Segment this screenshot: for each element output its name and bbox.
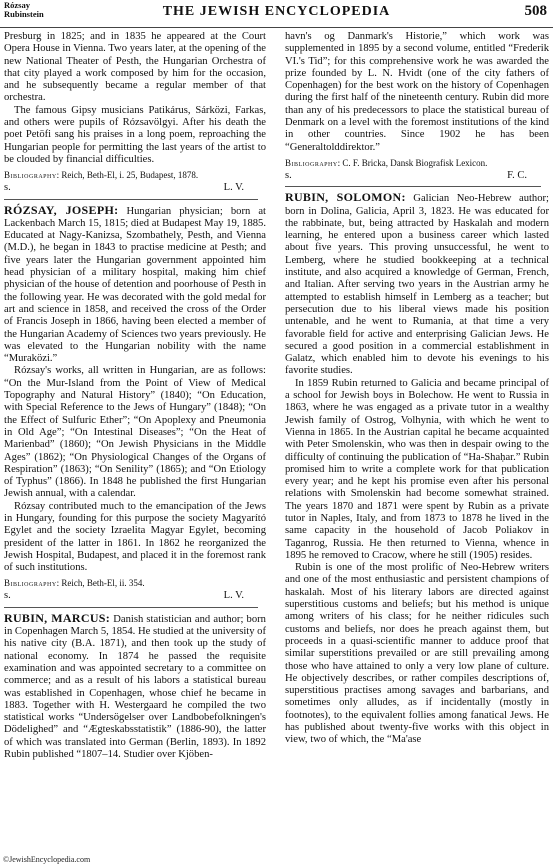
rubin-marcus-text: Danish statistician and author; born in Copenhagen March 5, 1854. He studied at the university of his native city (B.A. 1871), and then took up the study of national economy. In 1874 he passed the requisite examination and was appointed secretary to a committee on commerce; and as a result of his labors a statistical bureau was established in Copenhagen, whose chief he became in 1883. Together with H. Westergaard he compiled the two statistical works “Undersögelser over Landbobefolkningen's Dödelighed” and “Ægteskabsstatistik” (1886-90), the latter of which was translated into German (Berlin, 1893). In 1892 Rubin published “1807–14. Studier over Kjöben- [4, 613, 266, 761]
rozsavolgyi-continuation-1: Presburg in 1825; and in 1835 he appeared at the Court Opera House in Vienna. Two years later, at the opening of the new National Theater of Pesth, the Hungarian Orchestra of that city played a work composed by him for the occasion, and he subsequently became a regular member of that orchestra. [4, 31, 266, 104]
rubin-marcus-headword: RUBIN, MARCUS: [4, 610, 111, 625]
signature-author: F. C. [507, 169, 527, 181]
page-header [0, 0, 553, 28]
bibliography-label: Bibliography [4, 578, 57, 589]
rozsay-entry-paragraph-2: Rózsay's works, all written in Hungarian, are as follows: “On the Mur-Island from the Point of View of Medical Topography and Natural History” (1840); “On Education, with Special Reference to the Jews of Hungary” (1848); “On the Effect of Sulfuric Ether”; “On Apoplexy and Pneumonia in Old Age”; “On Intestinal Diseases”; “On the Heat of Marienbad” (1860); “On Jewish Physicians in the Middle Ages” (1862); “On Physiological Changes of the Organs of Respiration” (1863); “On Senility” (1865); and “On Etiology of Typhus” (1866). In 1848 he published the first Hungarian Jewish annual, with a calendar. [4, 365, 266, 500]
right-column [285, 31, 549, 747]
signature-initial: s. [4, 182, 11, 194]
rubin-marcus-bibliography [285, 158, 549, 169]
rubin-marcus-continuation: havn's og Danmark's Historie,” which work was supplemented in 1895 by a second volume, entitled “Frederik VI.'s Tid”; for this comprehensive work he was awarded the prize founded by L. N. Hvidt (one of the city fathers of Copenhagen) for the best work on the history of Copenhagen during the first half of the nineteenth century. Rubin did more than any of his predecessors to place the statistical bureau of Denmark on a level with the foremost institutions of the kind in other countries. Since 1902 he has been “Generaltolddirektor.” [285, 31, 549, 153]
bibliography-label: Bibliography [4, 170, 57, 181]
rozsavolgyi-continuation-2: The famous Gipsy musicians Patikárus, Sárközi, Farkas, and others were pupils of Rózsavölgyi. After his death the poet Petöfi sang his praises in a long poem, reproaching the Hungarian people for permitting the last years of the artist to be clouded by financial difficulties. [4, 104, 266, 165]
rozsay-signature [4, 590, 258, 607]
signature-initial: s. [285, 169, 292, 181]
rubin-solomon-entry-paragraph-3: Rubin is one of the most prolific of Neo-Hebrew writers and one of the most enthusiastic and persistent champions of haskalah. Most of his literary labors are directed against superstitious customs and beliefs; but his method is unique among writers of his class; for he neither ridicules such customs and beliefs, nor does he preach against them, but proceeds in a quasi-scientific manner to adduce proof that similar superstitions prevailed or are still prevailing among those who have attained to only a very low plane of culture. He objectively describes, or rather compiles descriptions of, superstitious practises among savages and barbarians, and sometimes only alludes, as if incidentally (mostly in footnotes), to the equivalent follies among fanatical Jews. He has published about twenty-five works with this object in view, two of which, the “Ma'ase [285, 562, 549, 746]
rubin-solomon-entry-paragraph-1 [285, 191, 549, 377]
bibliography-label: Bibliography [285, 157, 338, 168]
running-head-last-term: Rubinstein [4, 9, 44, 19]
bibliography-text: : Reich, Beth-El, i. 25, Budapest, 1878. [56, 170, 199, 181]
rubin-marcus-entry [4, 612, 266, 762]
signature-author: L. V. [223, 182, 244, 194]
rozsay-entry-paragraph-1 [4, 204, 266, 366]
bibliography-text: : C. F. Bricka, Dansk Biografisk Lexicon. [337, 157, 488, 168]
rubin-marcus-signature [285, 170, 541, 187]
bibliography-text: : Reich, Beth-El, ii. 354. [56, 578, 145, 589]
rubin-solomon-entry-paragraph-2: In 1859 Rubin returned to Galicia and became principal of a school for Jewish boys in Bolechow. He went to Russia in 1863, where he was engaged as a private tutor in a wealthy Jewish family of Ostrog, Volhynia, with which he went to Vienna in 1865. In the Austrian capital he became acquainted with Peter Smolenskin, who was then in despair owing to the difficulty of continuing the publication of “Ha-Shaḥar.” Rubin promised him to write a complete work for that publication every year; and he kept his promise even after his personal relations with Smolenskin had become somewhat strained. The years 1870 and 1871 were spent by Rubin as a private tutor in Naples, Italy, and from 1873 to 1878 he lived in the same capacity in the household of Jacob Poliakov in Taganrog, Russia. He then returned to Vienna, whence in 1895 he removed to Cracow, where he still (1905) resides. [285, 377, 550, 561]
rubin-solomon-headword: RUBIN, SOLOMON: [285, 190, 406, 205]
copyright-watermark: ©JewishEncyclopedia.com [3, 855, 91, 864]
page-number: 508 [524, 3, 547, 19]
running-head-first-term: Rózsay [4, 0, 30, 10]
rozsay-headword: RÓZSAY, JOSEPH: [4, 202, 119, 217]
page-title: THE JEWISH ENCYCLOPEDIA [162, 4, 391, 19]
rozsavolgyi-signature [4, 182, 258, 199]
rozsay-bibliography [4, 578, 266, 589]
rozsay-text-1: Hungarian physician; born at Lackenbach March 15, 1815; died at Budapest May 19, 1885. Educated at Nagy-Kanizsa, Szombathely, Pesth, and Vienna (M.D.), he began in 1843 to practise medicine at Pesth; and five years later the Hungarian government appointed him head physician of a military hospital, making him chief physician of the house of detention and poorhouse of Pesth in the following year. He was decorated with the gold medal for art and science in 1858, and received the cross of the Order of Francis Joseph in 1866, having been elected a member of the Hungarian Academy of Sciences two years previously. He was elevated to the Hungarian nobility with the name “Muraközi.” [4, 205, 267, 365]
left-column [4, 31, 266, 761]
rubin-solomon-text-1: Galician Neo-Hebrew author; born in Dolina, Galicia, April 3, 1823. He was educated for the rabbinate, but, being attracted by Haskalah and modern learning, he entered upon a business career which lasted about five years. This proving unsuccessful, he went to Lemberg, where he studied bookkeeping at a technical institute, and also acquired a knowledge of German, French, and Italian. After serving two years in the Austrian army he attempted to establish himself in Lemberg as a teacher; but persecution due to his liberal views made his position untenable, and he went to Rumania, at that time a very favorable field for active and enterprising Galician Jews. He secured a good position in a commercial establishment in Galatz, which enabled him to devote his evenings to his favorite studies. [285, 193, 549, 377]
rozsay-entry-paragraph-3: Rózsay contributed much to the emancipation of the Jews in Hungary, founding for this purpose the society Magyarító Egylet and the society Izraelita Magyar Egylet, becoming president of the latter in 1861. In 1862 he reorganized the Jewish Hospital, Budapest, and placed it in the foremost rank of such institutions. [4, 500, 266, 574]
signature-initial: s. [4, 590, 11, 602]
rozsavolgyi-bibliography [4, 170, 266, 181]
signature-author: L. V. [223, 590, 244, 602]
